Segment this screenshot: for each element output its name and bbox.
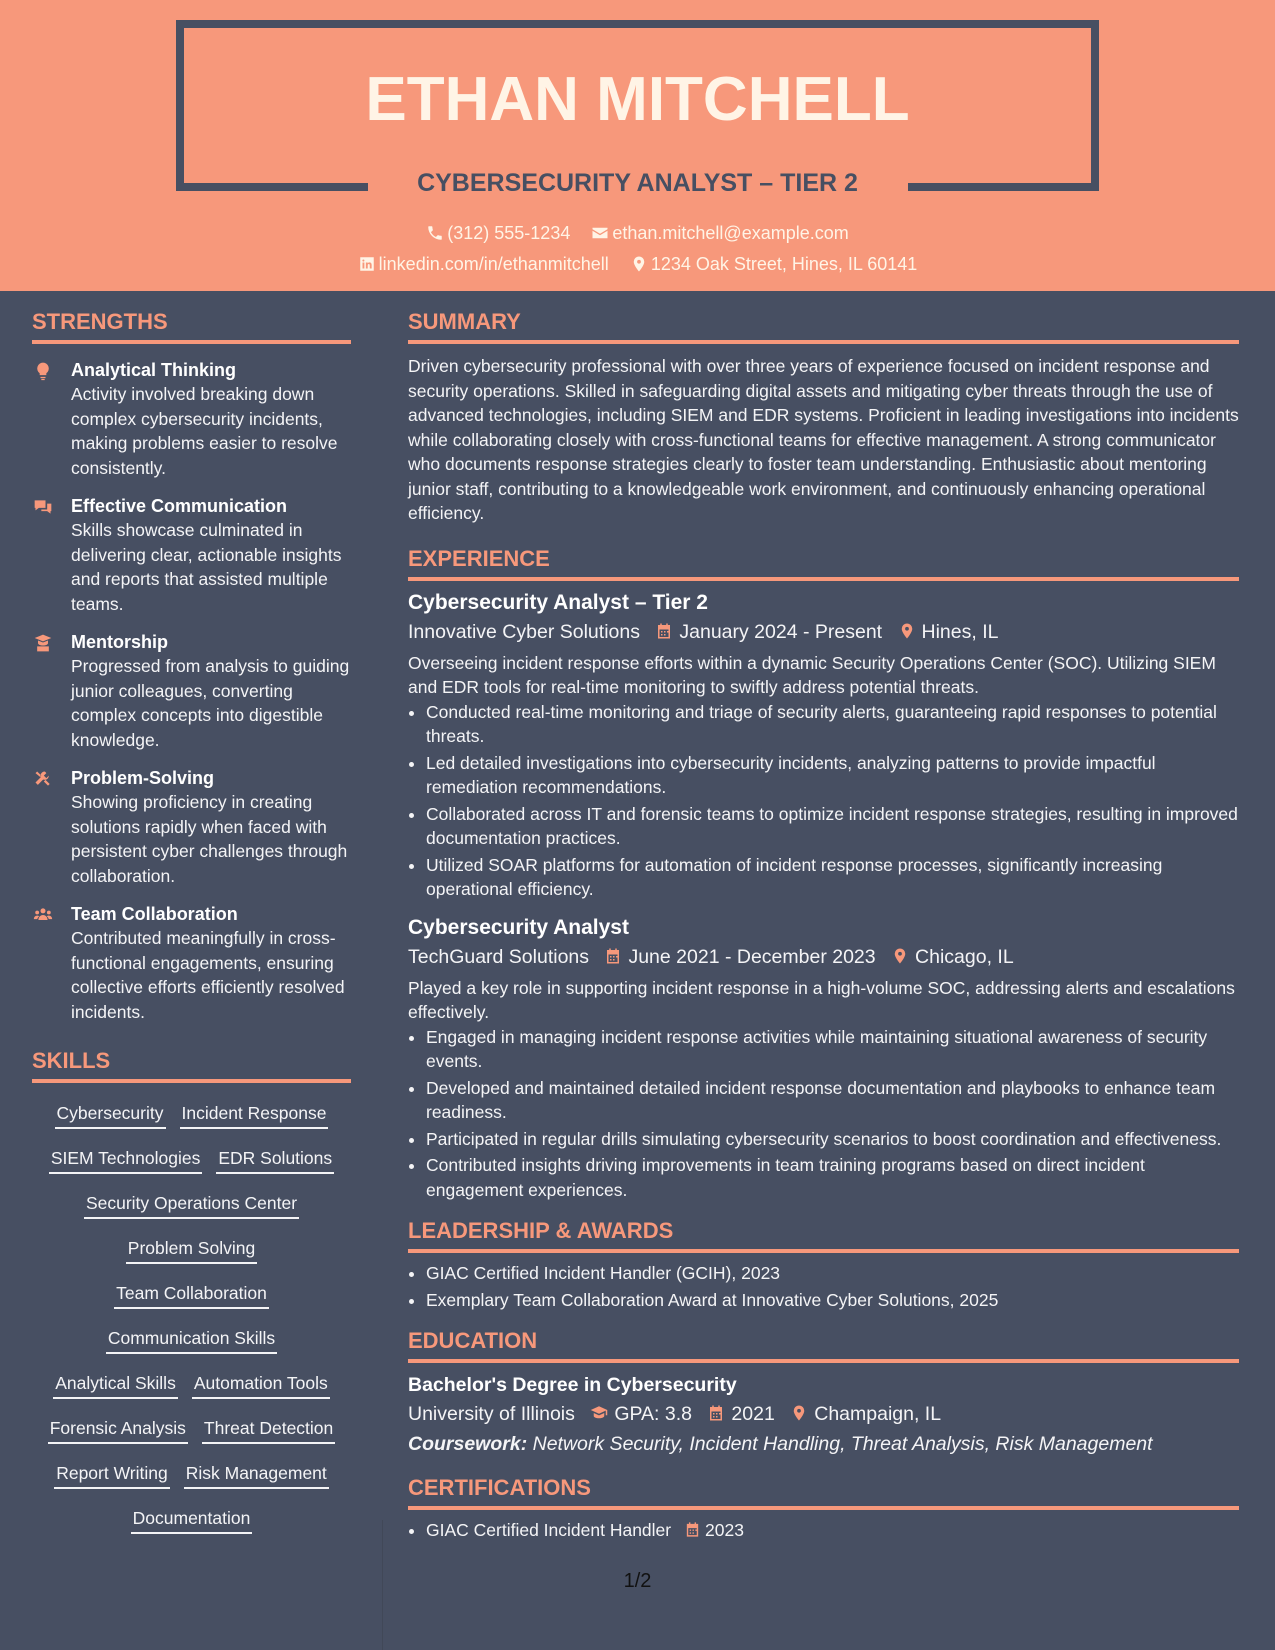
skill-tag: Problem Solving — [126, 1236, 257, 1264]
job-bullets — [408, 700, 1239, 902]
certifications-section — [408, 1473, 1239, 1543]
skill-tag: Communication Skills — [106, 1326, 277, 1354]
education-meta — [408, 1399, 1239, 1429]
coursework — [408, 1429, 1239, 1459]
calendar-icon — [684, 1521, 701, 1538]
email-contact — [591, 223, 848, 243]
skill-tag: Incident Response — [180, 1101, 329, 1129]
education-section — [408, 1326, 1239, 1459]
job-bullet: • Developed and maintained detailed incident response documentation and playbooks to enhance team readiness. — [426, 1076, 1239, 1125]
map-pin-icon — [898, 622, 916, 640]
email-text: ethan.mitchell@example.com — [612, 223, 849, 243]
school-location: Champaign, IL — [814, 1403, 942, 1425]
skills-list — [32, 1093, 351, 1543]
job-entry — [408, 589, 1239, 902]
school-name: University of Illinois — [408, 1403, 575, 1425]
strength-title: Problem-Solving — [71, 768, 215, 788]
job-location: Chicago, IL — [915, 945, 1014, 968]
linkedin-text: linkedin.com/in/ethanmitchell — [378, 254, 609, 274]
job-title: Cybersecurity Analyst – Tier 2 — [408, 590, 708, 614]
map-pin-icon — [790, 1404, 808, 1422]
linkedin-contact — [358, 254, 614, 274]
calendar-icon — [655, 622, 673, 640]
certification-year: 2023 — [705, 1520, 744, 1540]
awards-section — [408, 1216, 1239, 1312]
contact-row-2 — [0, 251, 1275, 277]
contact-row-1 — [0, 220, 1275, 246]
lightbulb-icon — [32, 361, 54, 381]
coursework-label: Coursework: — [408, 1433, 528, 1455]
strength-desc: Skills showcase culminated in delivering clear, actionable insights and reports that assisted multiple teams. — [71, 520, 342, 614]
skill-tag: Security Operations Center — [84, 1191, 299, 1219]
strength-item — [32, 494, 351, 616]
candidate-title: CYBERSECURITY ANALYST – TIER 2 — [417, 169, 858, 197]
strengths-heading: STRENGTHS — [32, 307, 351, 344]
job-bullets — [408, 1025, 1239, 1203]
strength-item — [32, 630, 351, 752]
job-meta — [408, 617, 1239, 647]
map-pin-icon — [891, 947, 909, 965]
strength-item — [32, 766, 351, 888]
strength-title: Mentorship — [71, 632, 168, 652]
awards-heading: LEADERSHIP & AWARDS — [408, 1216, 1239, 1253]
envelope-icon — [591, 224, 609, 242]
skill-tag: Team Collaboration — [114, 1281, 269, 1309]
header — [0, 0, 1275, 291]
education-heading: EDUCATION — [408, 1326, 1239, 1363]
skill-tag: Analytical Skills — [53, 1371, 178, 1399]
job-title: Cybersecurity Analyst — [408, 915, 629, 939]
phone-text: (312) 555-1234 — [447, 223, 571, 243]
strength-desc: Progressed from analysis to guiding junior colleagues, converting complex concepts into digestible knowledge. — [71, 656, 350, 750]
job-entry — [408, 914, 1239, 1203]
phone-icon — [426, 224, 444, 242]
graduation-year: 2021 — [731, 1403, 775, 1425]
job-dates: January 2024 - Present — [679, 620, 883, 643]
skill-tag: Documentation — [131, 1506, 253, 1534]
award-item: • Exemplary Team Collaboration Award at Innovative Cyber Solutions, 2025 — [426, 1288, 1239, 1313]
certifications-list — [408, 1518, 1239, 1543]
teacher-icon — [32, 633, 54, 653]
candidate-name: ETHAN MITCHELL — [365, 65, 910, 134]
job-bullet: • Conducted real-time monitoring and triage of security alerts, guaranteeing rapid responses to potential threats. — [426, 700, 1239, 749]
team-icon — [32, 905, 54, 925]
job-bullet: • Utilized SOAR platforms for automation of incident response processes, significantly increasing operational efficiency. — [426, 853, 1239, 902]
linkedin-icon — [358, 255, 376, 273]
map-pin-icon — [630, 255, 648, 273]
strength-desc: Activity involved breaking down complex cybersecurity incidents, making problems easier to resolve consistently. — [71, 384, 338, 478]
strength-title: Team Collaboration — [71, 904, 238, 924]
job-desc: Played a key role in supporting incident response in a high-volume SOC, addressing alerts and escalations effectively. — [408, 977, 1235, 1022]
experience-heading: EXPERIENCE — [408, 544, 1239, 581]
address-text: 1234 Oak Street, Hines, IL 60141 — [650, 254, 918, 274]
skill-tag: Report Writing — [54, 1461, 170, 1489]
strength-item — [32, 902, 351, 1024]
degree-title: Bachelor's Degree in Cybersecurity — [408, 1374, 737, 1396]
strength-title: Effective Communication — [71, 496, 288, 516]
skill-tag: Cybersecurity — [55, 1101, 166, 1129]
award-item: • GIAC Certified Incident Handler (GCIH), 2023 — [426, 1261, 1239, 1286]
skill-tag: Automation Tools — [192, 1371, 330, 1399]
job-dates: June 2021 - December 2023 — [628, 945, 876, 968]
job-company: TechGuard Solutions — [408, 945, 590, 968]
left-column — [32, 291, 351, 1543]
skill-tag: Risk Management — [184, 1461, 329, 1489]
page-number: 1/2 — [623, 1570, 652, 1592]
job-meta — [408, 942, 1239, 972]
job-bullet: • Led detailed investigations into cybersecurity incidents, analyzing patterns to provide impactful remediation recommendations. — [426, 751, 1239, 800]
coursework-list: Network Security, Incident Handling, Threat Analysis, Risk Management — [532, 1433, 1153, 1455]
certification-item — [426, 1518, 1239, 1543]
job-bullet: • Contributed insights driving improvements in team training programs based on direct incident engagement experiences. — [426, 1153, 1239, 1202]
skill-tag: SIEM Technologies — [49, 1146, 203, 1174]
strength-desc: Contributed meaningfully in cross-functional engagements, ensuring collective efforts efficiently resolved incidents. — [71, 928, 345, 1022]
calendar-icon — [604, 947, 622, 965]
address-contact — [630, 254, 918, 274]
skill-tag: Threat Detection — [202, 1416, 335, 1444]
skills-heading: SKILLS — [32, 1046, 351, 1083]
awards-list — [408, 1261, 1239, 1312]
right-column — [408, 291, 1239, 1545]
graduation-cap-icon — [590, 1404, 608, 1422]
strength-item — [32, 358, 351, 480]
chat-icon — [32, 497, 54, 517]
skill-tag: Forensic Analysis — [48, 1416, 188, 1444]
phone-contact — [426, 223, 575, 243]
tools-icon — [32, 769, 54, 789]
certifications-heading: CERTIFICATIONS — [408, 1473, 1239, 1510]
gpa: GPA: 3.8 — [614, 1403, 692, 1425]
strength-desc: Showing proficiency in creating solutions rapidly when faced with persistent cyber challenges through collaboration. — [71, 792, 348, 886]
job-bullet: • Engaged in managing incident response activities while maintaining situational awareness of security events. — [426, 1025, 1239, 1074]
strength-title: Analytical Thinking — [71, 360, 237, 380]
job-company: Innovative Cyber Solutions — [408, 620, 640, 643]
certification-name: GIAC Certified Incident Handler — [426, 1520, 672, 1540]
calendar-icon — [707, 1404, 725, 1422]
job-bullet: • Collaborated across IT and forensic teams to optimize incident response strategies, resulting in improved documentation practices. — [426, 802, 1239, 851]
summary-heading: SUMMARY — [408, 307, 1239, 344]
job-bullet: • Participated in regular drills simulating cybersecurity scenarios to boost coordination and effectiveness. — [426, 1127, 1239, 1152]
job-desc: Overseeing incident response efforts within a dynamic Security Operations Center (SOC). Utilizing SIEM and EDR tools for real-time monitoring to swiftly address potential threats. — [408, 652, 1216, 697]
summary-text: Driven cybersecurity professional with over three years of experience focused on incident response and security operations. Skilled in safeguarding digital assets and mitigating cyber threats through the use of advanced technologies, including SIEM and EDR systems. Proficient in leading investigations into incidents while collaborating closely with cross-functional teams for effective management. A strong communicator who documents response strategies clearly to foster team understanding. Enthusiastic about mentoring junior staff, contributing to a knowledgeable work environment, and continuously enhancing operational efficiency. — [408, 356, 1239, 523]
job-location: Hines, IL — [921, 620, 999, 643]
skill-tag: EDR Solutions — [216, 1146, 334, 1174]
